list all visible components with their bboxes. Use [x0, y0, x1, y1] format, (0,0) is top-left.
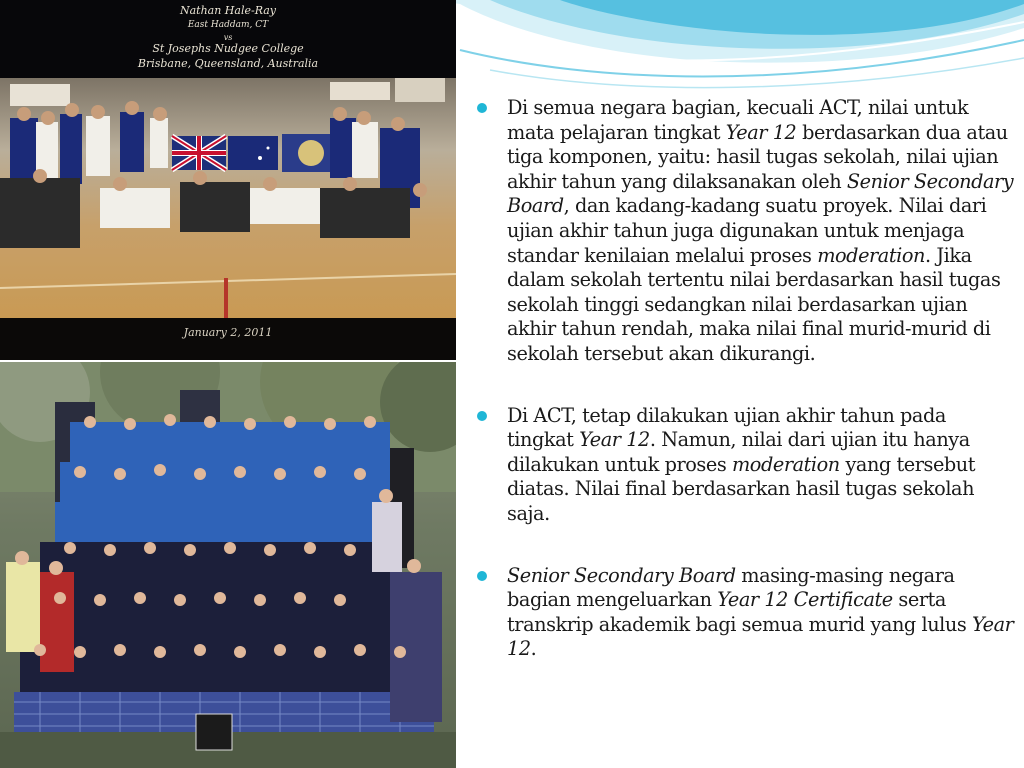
- photo-caption-line: vs: [223, 33, 233, 42]
- text-run: . Namun, nilai dari ujian itu hanya dilakukan untuk proses: [507, 428, 970, 476]
- italic-term: Year 12: [507, 612, 1014, 661]
- text-run: Di semua negara bagian, kecuali ACT, nilai untuk mata pelajaran tingkat: [507, 96, 969, 144]
- italic-term: Senior Secondary Board: [507, 169, 1014, 218]
- text-run: serta transkrip akademik bagi semua murid yang lulus: [507, 588, 972, 636]
- italic-term: moderation: [731, 452, 840, 476]
- class-photo-scene: [0, 362, 456, 768]
- photo-caption-line: Nathan Hale-Ray: [179, 4, 277, 17]
- text-run: , dan kadang-kadang suatu proyek. Nilai dari ujian akhir tahun juga digunakan untuk menjaga standar kenilaian melalui proses: [507, 194, 987, 267]
- class-photo: [0, 362, 456, 768]
- photo-caption-line: East Haddam, CT: [187, 20, 269, 30]
- italic-term: Year 12 Certificate: [717, 588, 893, 612]
- gym-scene: [0, 78, 456, 318]
- photo-date: January 2, 2011: [183, 326, 273, 339]
- bullet-paragraph: [476, 404, 1014, 527]
- text-run: Di ACT, tetap dilakukan ujian akhir tahun pada tingkat: [507, 403, 946, 452]
- text-run: masing-masing negara bagian mengeluarkan: [507, 563, 955, 612]
- team-photo: [0, 0, 456, 360]
- text-run: berdasarkan dua atau tiga komponen, yaitu: hasil tugas sekolah, nilai ujian akhir tahun yang dilaksanakan oleh: [507, 120, 1008, 193]
- italic-term: Year 12: [725, 120, 797, 144]
- italic-term: moderation: [817, 243, 925, 267]
- text-run: .: [530, 637, 537, 661]
- photo-caption-line: Brisbane, Queensland, Australia: [137, 57, 319, 70]
- bullet-paragraph: [476, 564, 1014, 662]
- text-run: . Jika dalam sekolah tertentu nilai berdasarkan hasil tugas sekolah tinggi sedangkan nilai berdasarkan ujian akhir tahun rendah, maka nilai final murid-murid di sekolah tersebut akan dikurangi.: [507, 243, 1001, 365]
- photo-bottom-band: [0, 318, 456, 360]
- bullet-paragraph: [476, 96, 1014, 367]
- text-run: yang tersebut diatas. Nilai final berdasarkan hasil tugas sekolah saja.: [507, 452, 976, 525]
- italic-term: Year 12: [579, 428, 650, 452]
- header-wave-decoration: [430, 0, 1024, 95]
- italic-term: Senior Secondary Board: [507, 563, 736, 587]
- slide-body: [476, 96, 1014, 699]
- photo-caption-line: St Josephs Nudgee College: [152, 42, 304, 55]
